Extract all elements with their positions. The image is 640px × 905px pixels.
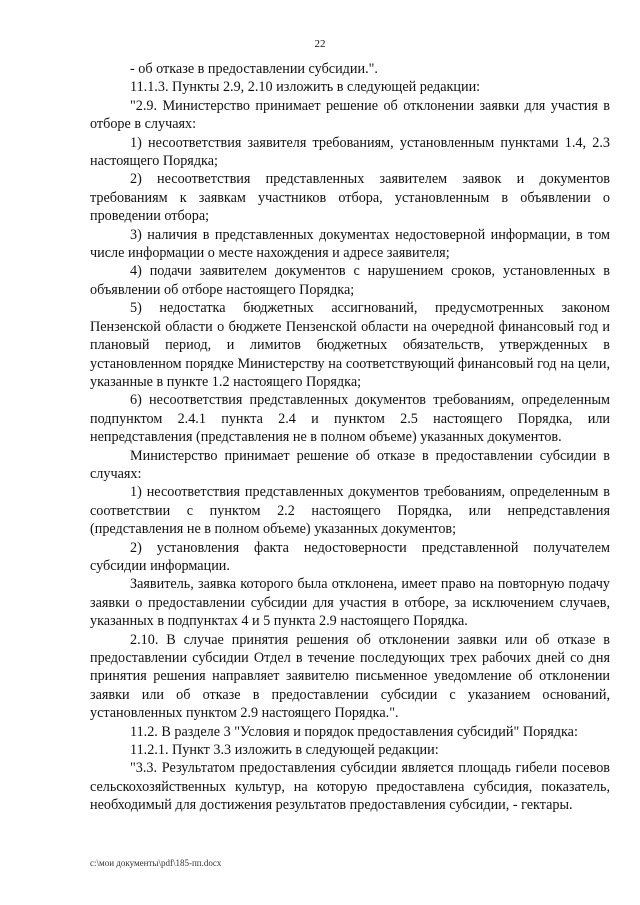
paragraph: Заявитель, заявка которого была отклонена, имеет право на повторную подачу заявки о предоставлении субсидии для участия в отборе, за исключением случаев, указанных в подпунктах 4 и 5 пункта 2.9 настоящего Порядка.: [90, 576, 610, 630]
paragraph: Министерство принимает решение об отказе в предоставлении субсидии в случаях:: [90, 447, 610, 482]
paragraph: "2.9. Министерство принимает решение об отклонении заявки для участия в отборе в случаях:: [90, 97, 610, 133]
paragraph: 11.2.1. Пункт 3.3 изложить в следующей редакции:: [130, 742, 439, 759]
paragraph: 1) несоответствия представленных документов требованиям, определенным в соответствии с пунктом 2.2 настоящего Порядка, или непредставления (представления не в полном объеме) указанных документов;: [90, 484, 610, 538]
paragraph: 11.2. В разделе 3 "Условия и порядок предоставления субсидий" Порядка:: [130, 723, 578, 740]
paragraph: 4) подачи заявителем документов с нарушением сроков, установленных в объявлении об отборе настоящего Порядка;: [90, 263, 610, 298]
document-body: [90, 60, 610, 815]
footer-file-path: c:\мои документы\pdf\185-пп.docx: [90, 858, 222, 868]
paragraph: 2.10. В случае принятия решения об отклонении заявки или об отказе в предоставлении субсидии Отдел в течение последующих трех рабочих дней со дня принятия решения направляет заявителю письменное уведомление об отклонении заявки или об отказе в предоставлении субсидии с указанием оснований, установленных пунктом 2.9 настоящего Порядка.".: [90, 631, 610, 722]
paragraph: 11.1.3. Пункты 2.9, 2.10 изложить в следующей редакции:: [130, 79, 481, 96]
paragraph: 6) несоответствия представленных документов требованиям, определенным подпунктом 2.4.1 пункта 2.4 и пунктом 2.5 настоящего Порядка, или непредставления (представления не в полном объеме) указанных документов.: [90, 392, 610, 446]
page-number: 22: [314, 38, 326, 50]
paragraph: 2) несоответствия представленных заявителем заявок и документов требованиям к заявкам участников отбора, установленным в объявлении о проведении отбора;: [90, 171, 610, 225]
paragraph: 3) наличия в представленных документах недостоверной информации, в том числе информации о месте нахождения и адресе заявителя;: [90, 226, 610, 262]
paragraph: - об отказе в предоставлении субсидии.".: [130, 61, 378, 77]
paragraph: 5) недостатка бюджетных ассигнований, предусмотренных законом Пензенской области о бюджете Пензенской области на очередной финансовый год и плановый период, и лимитов бюджетных обязательств, утвержденных в установленном порядке Министерству на соответствующий финансовый год на цели, указанные в пункте 1.2 настоящего Порядка;: [90, 300, 610, 390]
paragraph: 2) установления факта недостоверности представленной получателем субсидии информации.: [90, 539, 610, 574]
paragraph: "3.3. Результатом предоставления субсидии является площадь гибели посевов сельскохозяйственных культур, на которую предоставлена субсидия, показатель, необходимый для достижения результатов предоставления субсидии, - гектары.: [90, 760, 610, 814]
paragraph: 1) несоответствия заявителя требованиям, установленным пунктами 1.4, 2.3 настоящего Порядка;: [90, 134, 610, 170]
